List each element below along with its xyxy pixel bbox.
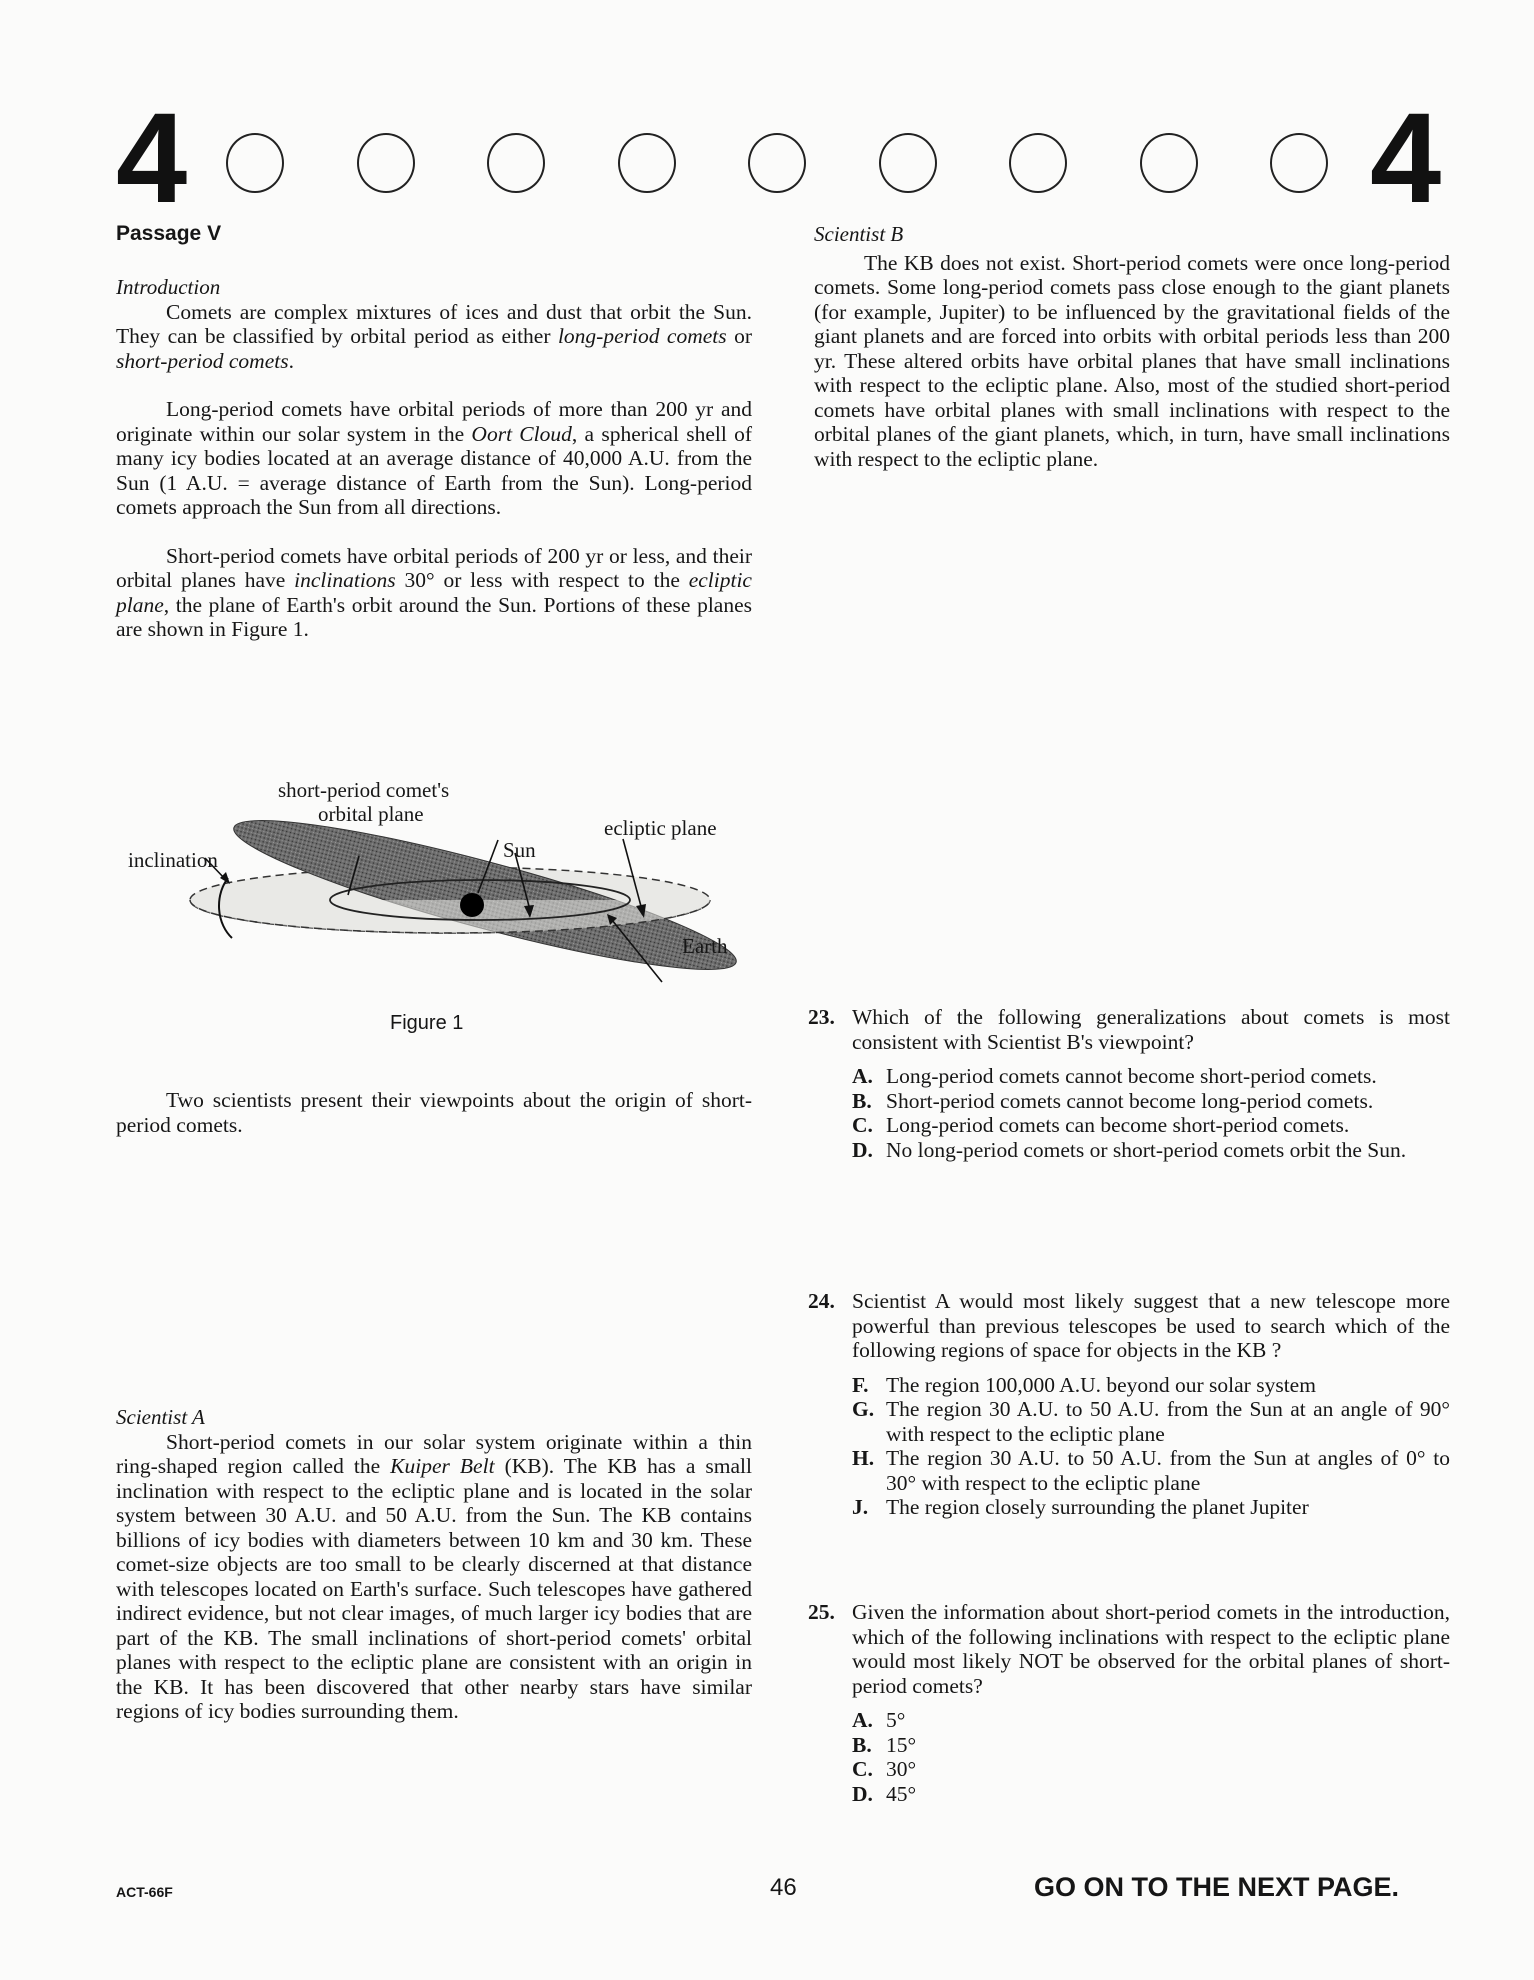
header-circle xyxy=(487,133,545,193)
answer-option[interactable] xyxy=(808,1064,1450,1089)
question-number: 24. xyxy=(808,1289,835,1313)
answer-option[interactable] xyxy=(808,1708,1450,1733)
intro-paragraph-2: Long-period comets have orbital periods of more than 200 yr and originate within our solar system in the Oort Cloud, a spherical shell of many icy bodies located at an average distance of 40,000 A.U. from the Sun (1 A.U. = average distance of Earth from the Sun). Long-period comets approach the Sun from all directions. xyxy=(116,397,752,519)
question-25 xyxy=(808,1600,1450,1806)
question-24 xyxy=(808,1289,1450,1520)
label-comet-plane-line2: orbital plane xyxy=(318,802,424,826)
section-number-right: 4 xyxy=(1370,87,1442,230)
question-number: 25. xyxy=(808,1600,835,1624)
answer-options xyxy=(808,1708,1450,1806)
option-letter: D. xyxy=(852,1137,873,1162)
label-earth: Earth xyxy=(682,934,728,958)
scientist-a-section xyxy=(116,1405,752,1724)
header-circle xyxy=(226,133,284,193)
question-text: Which of the following generalizations about comets is most consistent with Scientist B's viewpoint? xyxy=(852,1005,1450,1054)
answer-option[interactable] xyxy=(808,1138,1450,1163)
question-number: 23. xyxy=(808,1005,835,1029)
scientists-intro-text: Two scientists present their viewpoints about the origin of short-period comets. xyxy=(116,1088,752,1137)
header-circle xyxy=(618,133,676,193)
option-text: The region closely surrounding the planet Jupiter xyxy=(886,1495,1309,1519)
answer-options xyxy=(808,1373,1450,1520)
go-on-next-page: GO ON TO THE NEXT PAGE. xyxy=(1034,1872,1400,1902)
option-text: 15° xyxy=(886,1732,917,1757)
answer-option[interactable] xyxy=(808,1089,1450,1114)
answer-option[interactable] xyxy=(808,1495,1450,1520)
option-letter: C. xyxy=(852,1113,873,1137)
answer-option[interactable] xyxy=(808,1373,1450,1398)
option-letter: B. xyxy=(852,1732,872,1757)
header-circle xyxy=(1009,133,1067,193)
scientists-intro xyxy=(116,1088,752,1137)
label-comet-plane-line1: short-period comet's xyxy=(278,778,450,802)
option-text: 45° xyxy=(886,1781,917,1806)
header-circle xyxy=(879,133,937,193)
question-text: Given the information about short-period comets in the introduction, which of the following inclinations with respect to the ecliptic plane would most likely NOT be observed for the orbital planes of short-period comets? xyxy=(852,1600,1450,1698)
sun-symbol xyxy=(460,893,484,917)
introduction-heading: Introduction xyxy=(116,275,221,299)
header-circle xyxy=(748,133,806,193)
question-text: Scientist A would most likely suggest that a new telescope more powerful than previous telescopes be used to search which of the following regions of space for objects in the KB ? xyxy=(852,1289,1450,1362)
option-text: No long-period comets or short-period comets orbit the Sun. xyxy=(886,1137,1407,1162)
figure-caption: Figure 1 xyxy=(390,1012,464,1034)
intro-paragraph-3: Short-period comets have orbital periods of 200 yr or less, and their orbital planes have inclinations 30° or less with respect to the ecliptic plane, the plane of Earth's orbit around the Sun. Portions of these planes are shown in Figure 1. xyxy=(116,543,752,641)
option-letter: J. xyxy=(852,1495,869,1519)
label-sun: Sun xyxy=(503,838,536,862)
answer-option[interactable] xyxy=(808,1782,1450,1807)
introduction-section xyxy=(116,275,752,642)
form-id: ACT-66F xyxy=(116,1884,173,1900)
option-letter: F. xyxy=(852,1372,869,1397)
label-inclination: inclination xyxy=(128,848,218,872)
scientist-a-text: Short-period comets in our solar system originate within a thin ring-shaped region called the Kuiper Belt (KB). The KB has a small inclination with respect to the ecliptic plane and is located in the solar system between 30 A.U. and 50 A.U. from the Sun. The KB contains billions of icy bodies with diameters between 10 km and 30 km. These comet-size objects are too small to be clearly discerned at that distance with telescopes located on Earth's surface. Such telescopes have gathered indirect evidence, but not clear images, of much larger icy bodies that are part of the KB. The small inclinations of short-period comets' orbital planes with respect to the ecliptic plane are consistent with an origin in the KB. It has been discovered that other nearby stars have similar regions of icy bodies surrounding them. xyxy=(116,1429,752,1723)
option-text: Short-period comets cannot become long-period comets. xyxy=(886,1088,1374,1113)
answer-option[interactable] xyxy=(808,1757,1450,1782)
answer-option[interactable] xyxy=(808,1733,1450,1758)
passage-title: Passage V xyxy=(116,222,222,245)
answer-option[interactable] xyxy=(808,1397,1450,1446)
header-circle xyxy=(1270,133,1328,193)
option-text: Long-period comets can become short-period comets. xyxy=(886,1113,1350,1137)
option-text: 5° xyxy=(886,1708,906,1732)
answer-options xyxy=(808,1064,1450,1162)
option-text: The region 30 A.U. to 50 A.U. from the Sun at an angle of 90° with respect to the ecliptic plane xyxy=(886,1397,1450,1446)
question-23 xyxy=(808,1005,1450,1162)
label-ecliptic-plane: ecliptic plane xyxy=(604,816,717,840)
header-circle xyxy=(357,133,415,193)
option-text: Long-period comets cannot become short-period comets. xyxy=(886,1064,1377,1088)
option-letter: B. xyxy=(852,1088,872,1113)
header-circle xyxy=(1140,133,1198,193)
answer-option[interactable] xyxy=(808,1113,1450,1138)
scientist-a-heading: Scientist A xyxy=(116,1405,205,1429)
scientist-b-text: The KB does not exist. Short-period comets were once long-period comets. Some long-period comets pass close enough to the giant planets (for example, Jupiter) to be influenced by the gravitational fields of the giant planets and are forced into orbits with orbital periods less than 200 yr. These altered orbits have orbital planes that have small inclinations with respect to the ecliptic plane. Also, most of the studied short-period comets have orbital planes with small inclinations with respect to the orbital planes of the giant planets, which, in turn, have small inclinations with respect to the ecliptic plane. xyxy=(814,250,1450,471)
intro-paragraph-1: Comets are complex mixtures of ices and dust that orbit the Sun. They can be classified by orbital period as either long-period comets or short-period comets. xyxy=(116,299,752,373)
option-text: The region 100,000 A.U. beyond our solar system xyxy=(886,1372,1316,1397)
option-letter: D. xyxy=(852,1781,873,1806)
option-text: 30° xyxy=(886,1757,917,1781)
scientist-b-heading: Scientist B xyxy=(814,222,904,246)
option-letter: G. xyxy=(852,1397,875,1421)
option-letter: C. xyxy=(852,1757,873,1781)
page-number: 46 xyxy=(770,1874,797,1901)
scientist-b-section xyxy=(814,222,1450,471)
option-text: The region 30 A.U. to 50 A.U. from the Sun at angles of 0° to 30° with respect to the ecliptic plane xyxy=(886,1446,1450,1495)
option-letter: A. xyxy=(852,1064,873,1088)
section-number-left: 4 xyxy=(116,87,188,230)
answer-option[interactable] xyxy=(808,1446,1450,1495)
option-letter: H. xyxy=(852,1446,875,1470)
option-letter: A. xyxy=(852,1708,873,1732)
